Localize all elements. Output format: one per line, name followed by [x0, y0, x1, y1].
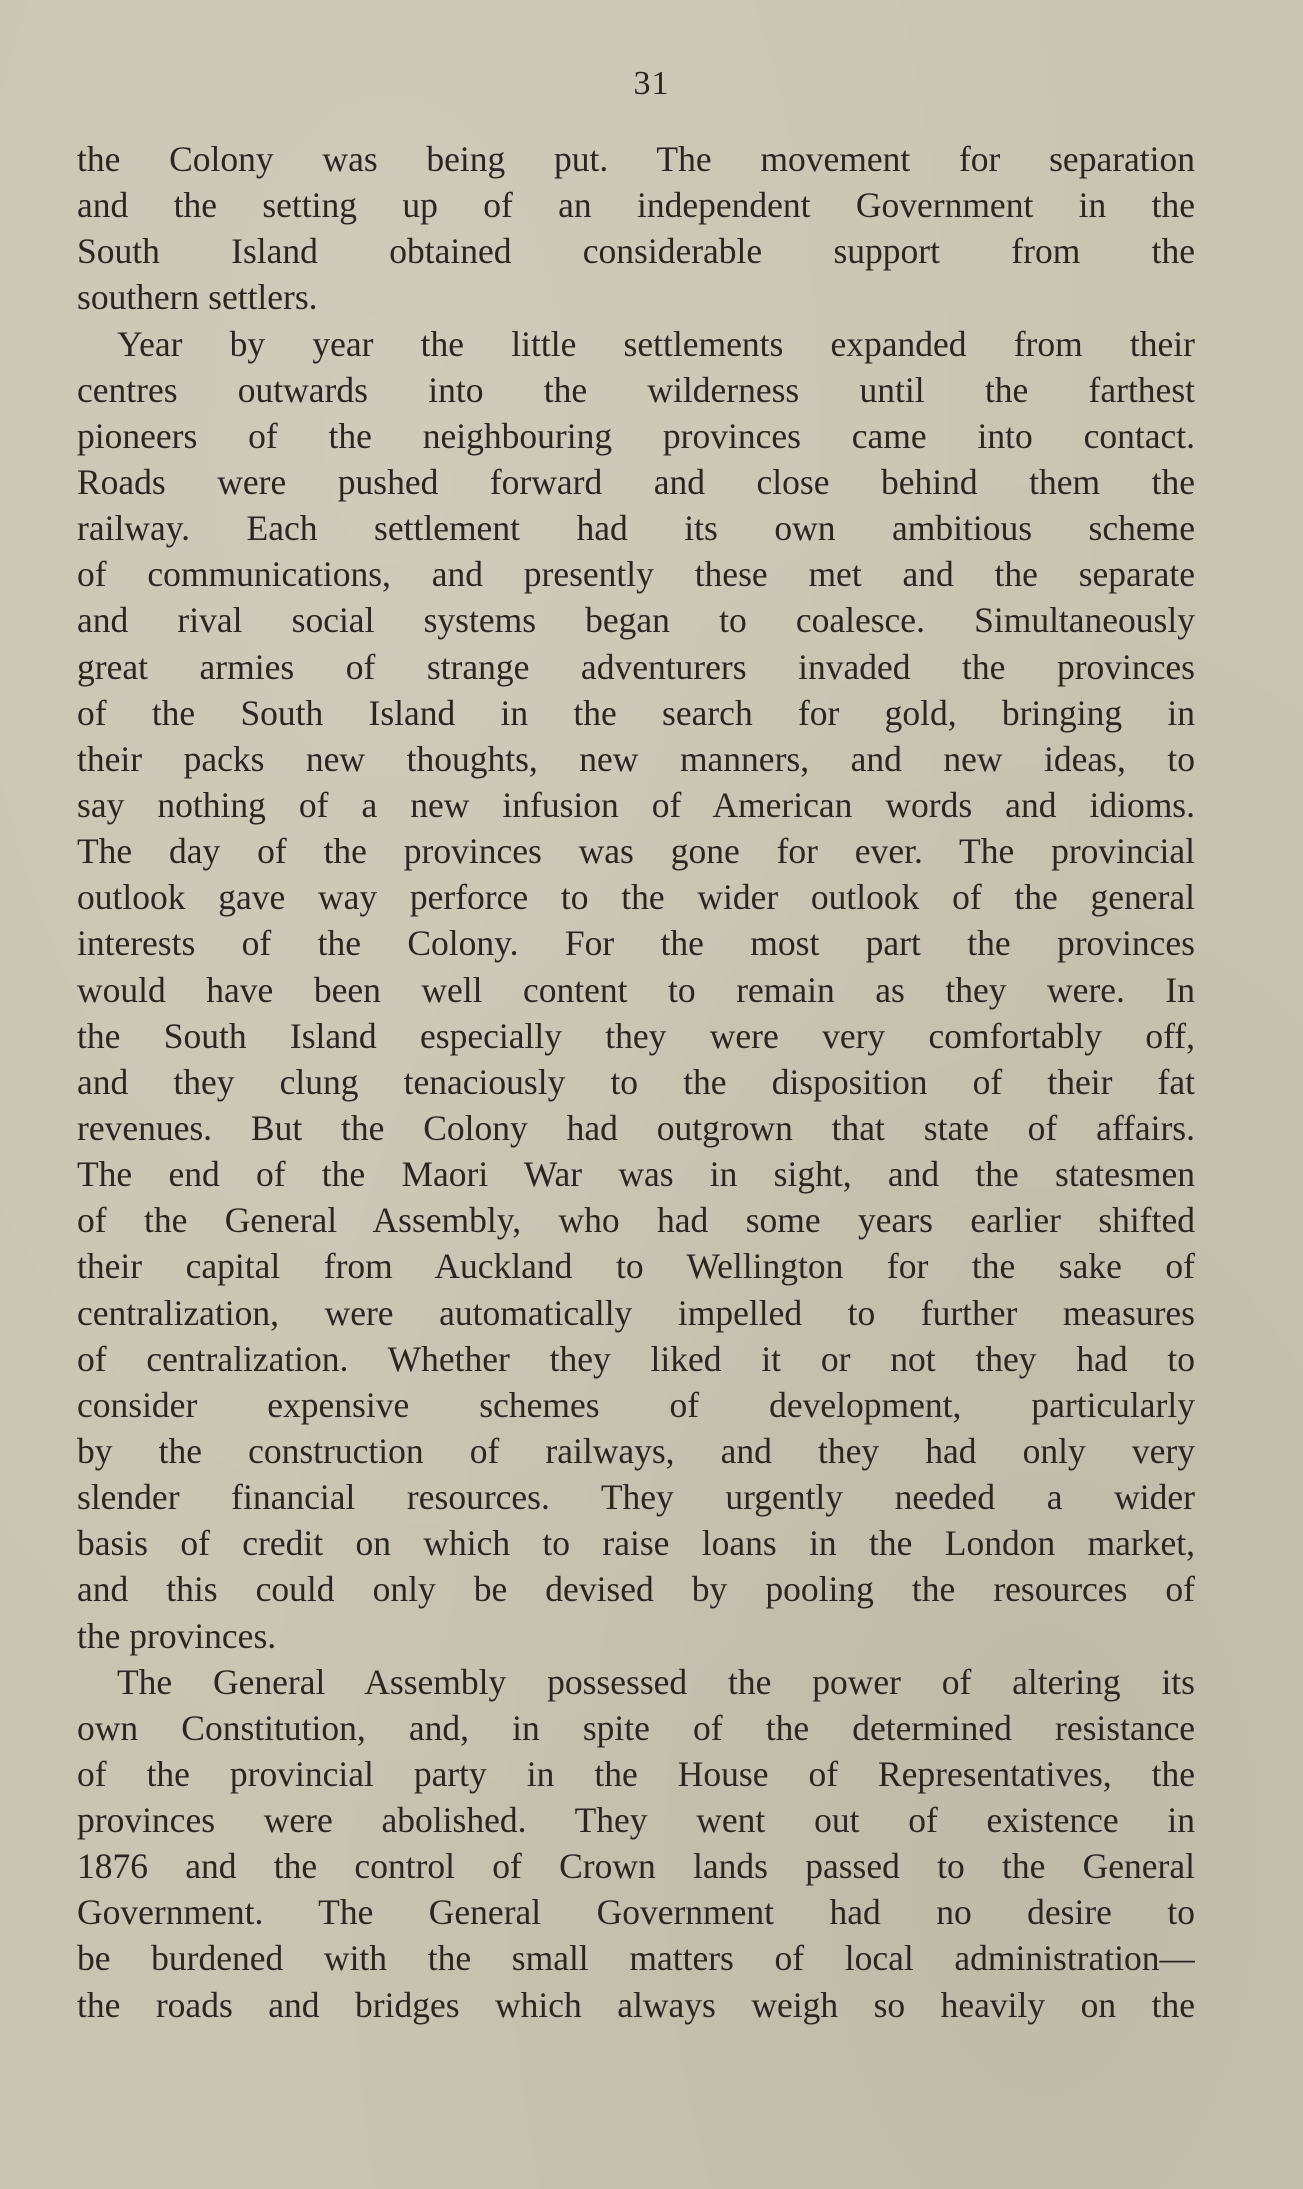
text-line: revenues. But the Colony had outgrown that state of affairs. [77, 1107, 1195, 1148]
text-line: southern settlers. [77, 277, 318, 318]
text-line: slender financial resources. They urgently needed a wider [77, 1477, 1195, 1518]
text-line: interests of the Colony. For the most part the provinces [77, 923, 1195, 964]
text-line: of the provincial party in the House of Representatives, the [77, 1753, 1195, 1794]
text-line: of centralization. Whether they liked it or not they had to [77, 1338, 1195, 1379]
text-line: the Colony was being put. The movement for separation [77, 139, 1195, 179]
text-line: and this could only be devised by pooling the resources of [77, 1569, 1195, 1610]
text-line: the South Island especially they were very comfortably off, [77, 1015, 1195, 1056]
text-line: Year by year the little settlements expanded from their [117, 323, 1195, 364]
text-line: provinces were abolished. They went out of existence in [77, 1800, 1195, 1841]
text-line: railway. Each settlement had its own ambitious scheme [77, 508, 1195, 549]
text-line: Government. The General Government had no desire to [77, 1892, 1195, 1933]
text-line: Roads were pushed forward and close behind them the [77, 461, 1195, 502]
text-line: centres outwards into the wilderness until the farthest [77, 369, 1195, 410]
text-line: The day of the provinces was gone for ever. The provincial [77, 831, 1195, 872]
text-line: of the South Island in the search for gold, bringing in [77, 692, 1195, 733]
paragraph-1 [77, 136, 1195, 321]
text-line: by the construction of railways, and they had only very [77, 1430, 1195, 1471]
text-line: say nothing of a new infusion of American words and idioms. [77, 784, 1195, 825]
text-line: their capital from Auckland to Wellington for the sake of [77, 1246, 1195, 1287]
text-line: 1876 and the control of Crown lands passed to the General [77, 1846, 1195, 1887]
text-line: pioneers of the neighbouring provinces came into contact. [77, 415, 1195, 456]
page-body [77, 136, 1195, 2028]
text-line: the roads and bridges which always weigh so heavily on the [77, 1984, 1195, 2025]
text-line: South Island obtained considerable support from the [77, 231, 1195, 272]
page-number: 31 [633, 65, 670, 102]
text-line: the provinces. [77, 1615, 277, 1656]
paragraph-3 [77, 1659, 1195, 2028]
text-line: would have been well content to remain as they were. In [77, 969, 1195, 1010]
text-line: basis of credit on which to raise loans in the London market, [77, 1523, 1195, 1564]
text-line: their packs new thoughts, new manners, and new ideas, to [77, 738, 1195, 779]
text-line: The end of the Maori War was in sight, and the statesmen [77, 1154, 1195, 1195]
text-line: be burdened with the small matters of local administration— [77, 1938, 1195, 1979]
paragraph-2 [77, 321, 1195, 1659]
text-line: own Constitution, and, in spite of the determined resistance [77, 1707, 1195, 1748]
text-line: great armies of strange adventurers invaded the provinces [77, 646, 1195, 687]
text-line: and rival social systems began to coalesce. Simultaneously [77, 600, 1195, 641]
text-line: and the setting up of an independent Government in the [77, 185, 1195, 226]
text-line: of communications, and presently these met and the separate [77, 554, 1195, 595]
text-line: and they clung tenaciously to the disposition of their fat [77, 1061, 1195, 1102]
text-line: centralization, were automatically impelled to further measures [77, 1292, 1195, 1333]
text-line: consider expensive schemes of development, particularly [77, 1384, 1195, 1425]
text-line: The General Assembly possessed the power of altering its [117, 1661, 1195, 1702]
text-line: outlook gave way perforce to the wider outlook of the general [77, 877, 1195, 918]
text-line: of the General Assembly, who had some years earlier shifted [77, 1200, 1195, 1241]
